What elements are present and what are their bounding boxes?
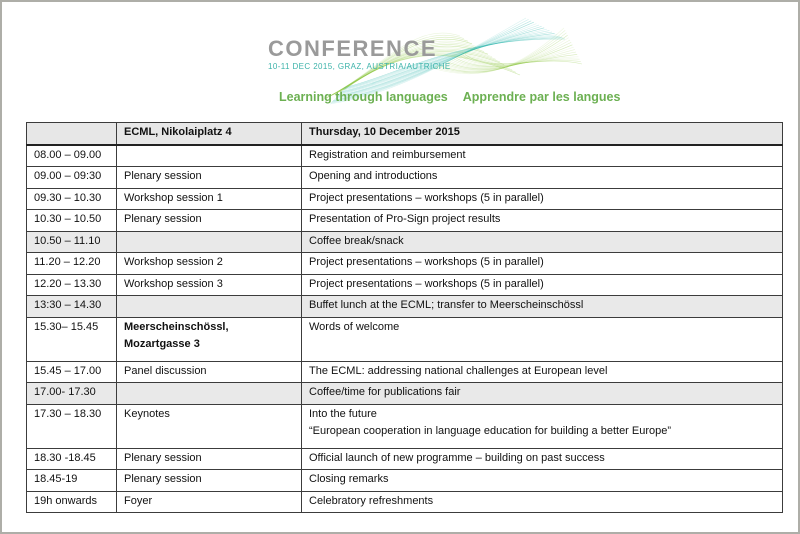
tagline: [279, 90, 620, 104]
schedule-row: [27, 210, 783, 232]
description-cell: Closing remarks: [302, 470, 783, 492]
schedule-row: [27, 253, 783, 275]
description-cell: Project presentations – workshops (5 in parallel): [302, 274, 783, 296]
session-cell: Plenary session: [117, 210, 302, 232]
header-row: [27, 123, 783, 145]
session-cell: [117, 317, 302, 361]
time-cell: 08.00 – 09.00: [27, 145, 117, 167]
session-cell: Keynotes: [117, 404, 302, 448]
schedule-row-break: [27, 383, 783, 405]
schedule-row: [27, 274, 783, 296]
session-cell: [117, 231, 302, 253]
session-cell: Panel discussion: [117, 361, 302, 383]
session-cell: Workshop session 3: [117, 274, 302, 296]
time-cell: 13:30 – 14.30: [27, 296, 117, 318]
schedule-row: [27, 188, 783, 210]
time-cell: 18.45-19: [27, 470, 117, 492]
schedule-row: [27, 317, 783, 361]
session-cell: Workshop session 2: [117, 253, 302, 275]
description-cell: Buffet lunch at the ECML; transfer to Meerscheinschössl: [302, 296, 783, 318]
time-cell: 15.30– 15.45: [27, 317, 117, 361]
description-line-1: Into the future: [309, 407, 377, 420]
time-cell: 11.20 – 12.20: [27, 253, 117, 275]
time-cell: 15.45 – 17.00: [27, 361, 117, 383]
time-cell: 19h onwards: [27, 491, 117, 513]
schedule-row-break: [27, 296, 783, 318]
time-cell: 10.30 – 10.50: [27, 210, 117, 232]
session-cell: Workshop session 1: [117, 188, 302, 210]
session-cell: [117, 145, 302, 167]
schedule-row: [27, 470, 783, 492]
time-cell: 18.30 -18.45: [27, 448, 117, 470]
description-cell: Presentation of Pro-Sign project results: [302, 210, 783, 232]
schedule-row: [27, 491, 783, 513]
description-cell: Celebratory refreshments: [302, 491, 783, 513]
description-cell: The ECML: addressing national challenges at European level: [302, 361, 783, 383]
logo-subtitle: 10-11 DEC 2015, GRAZ, AUSTRIA/AUTRICHE: [268, 62, 451, 71]
description-cell: Coffee/time for publications fair: [302, 383, 783, 405]
header-location-cell: ECML, Nikolaiplatz 4: [117, 123, 302, 145]
description-cell: [302, 404, 783, 448]
tagline-english: Learning through languages: [279, 90, 448, 104]
session-cell: Plenary session: [117, 470, 302, 492]
session-cell: Foyer: [117, 491, 302, 513]
time-cell: 12.20 – 13.30: [27, 274, 117, 296]
schedule-table: [26, 122, 783, 513]
description-cell: Coffee break/snack: [302, 231, 783, 253]
header-day-cell: Thursday, 10 December 2015: [302, 123, 783, 145]
session-cell: Plenary session: [117, 167, 302, 189]
schedule-row: [27, 145, 783, 167]
logo-title: CONFERENCE: [268, 36, 438, 61]
venue-line-1: Meerscheinschössl,: [124, 320, 229, 333]
session-cell: [117, 383, 302, 405]
description-cell: Project presentations – workshops (5 in parallel): [302, 253, 783, 275]
time-cell: 10.50 – 11.10: [27, 231, 117, 253]
schedule-row-break: [27, 231, 783, 253]
description-cell: Opening and introductions: [302, 167, 783, 189]
description-cell: Official launch of new programme – building on past success: [302, 448, 783, 470]
time-cell: 17.00- 17.30: [27, 383, 117, 405]
description-cell: Registration and reimbursement: [302, 145, 783, 167]
description-cell: Words of welcome: [302, 317, 783, 361]
description-line-2: “European cooperation in language education for building a better Europe”: [309, 425, 672, 437]
schedule-row: [27, 448, 783, 470]
schedule-row: [27, 404, 783, 448]
time-cell: 09.00 – 09:30: [27, 167, 117, 189]
time-cell: 09.30 – 10.30: [27, 188, 117, 210]
conference-logo: [268, 38, 451, 71]
time-cell: 17.30 – 18.30: [27, 404, 117, 448]
venue-line-2: Mozartgasse 3: [124, 338, 200, 350]
session-cell: Plenary session: [117, 448, 302, 470]
description-cell: Project presentations – workshops (5 in parallel): [302, 188, 783, 210]
session-cell: [117, 296, 302, 318]
header-time-cell: [27, 123, 117, 145]
schedule-row: [27, 361, 783, 383]
schedule-row: [27, 167, 783, 189]
tagline-french: Apprendre par les langues: [462, 90, 621, 104]
